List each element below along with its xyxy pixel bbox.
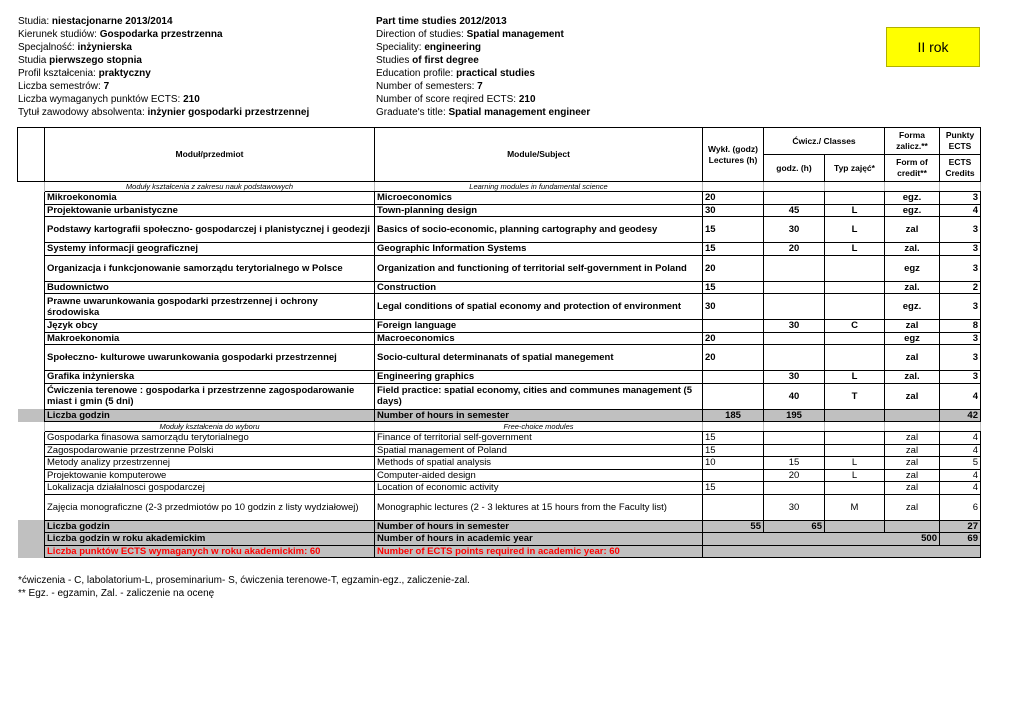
spacer-cell bbox=[18, 533, 45, 546]
subject-pl: Prawne uwarunkowania gospodarki przestrzennej i ochrony środowiska bbox=[45, 294, 375, 320]
ects-points: 4 bbox=[940, 482, 981, 495]
section-label-en: Learning modules in fundamental science bbox=[375, 182, 703, 192]
subject-pl: Metody analizy przestrzennej bbox=[45, 457, 375, 470]
header-en-row bbox=[376, 54, 796, 67]
class-type bbox=[825, 444, 885, 457]
header-en-label: Graduate's title: bbox=[376, 107, 446, 118]
lecture-hours: 15 bbox=[703, 217, 764, 243]
subject-en: Field practice: spatial economy, cities and communes management (5 days) bbox=[375, 383, 703, 409]
table-row bbox=[18, 332, 981, 345]
col-header-module-pl: Moduł/przedmiot bbox=[45, 128, 375, 182]
sum-label-en: Number of hours in semester bbox=[375, 409, 703, 422]
table-row bbox=[18, 294, 981, 320]
lecture-hours bbox=[703, 320, 764, 333]
header-pl-value: inżynier gospodarki przestrzennej bbox=[147, 107, 310, 118]
spacer-cell bbox=[18, 192, 45, 205]
subject-en: Foreign language bbox=[375, 320, 703, 333]
header-pl-value: Gospodarka przestrzenna bbox=[99, 29, 223, 40]
sum-class-hours: 195 bbox=[764, 409, 825, 422]
class-hours: 40 bbox=[764, 383, 825, 409]
credit-form: zal bbox=[885, 345, 940, 371]
sum-row-fundamental bbox=[18, 409, 981, 422]
col-header-type: Typ zajęć* bbox=[825, 155, 885, 182]
sum-year-label-en: Number of hours in academic year bbox=[375, 533, 703, 546]
table-row bbox=[18, 469, 981, 482]
header-en-value: of first degree bbox=[412, 55, 479, 66]
spacer-cell bbox=[18, 432, 45, 445]
spacer-cell bbox=[18, 243, 45, 256]
spacer-cell bbox=[18, 255, 45, 281]
class-type: M bbox=[825, 494, 885, 520]
spacer-cell bbox=[18, 371, 45, 384]
spacer-cell bbox=[18, 128, 45, 182]
class-type bbox=[825, 192, 885, 205]
class-hours bbox=[764, 432, 825, 445]
ects-points: 4 bbox=[940, 444, 981, 457]
class-type bbox=[825, 294, 885, 320]
empty-cell bbox=[885, 409, 940, 422]
spacer-cell bbox=[18, 204, 45, 217]
credit-form: egz bbox=[885, 255, 940, 281]
table-row bbox=[18, 204, 981, 217]
empty-cell bbox=[764, 182, 825, 192]
subject-pl: Zajęcia monograficzne (2-3 przedmiotów po 10 godzin z listy wydziałowej) bbox=[45, 494, 375, 520]
header-pl-label: Kierunek studiów: bbox=[18, 29, 97, 40]
class-hours bbox=[764, 255, 825, 281]
subject-pl: Mikroekonomia bbox=[45, 192, 375, 205]
table-row bbox=[18, 192, 981, 205]
sum-year-label-pl: Liczba godzin w roku akademickim bbox=[45, 533, 375, 546]
class-hours: 45 bbox=[764, 204, 825, 217]
ects-points: 4 bbox=[940, 469, 981, 482]
col-header-form-top: Forma zalicz.** bbox=[885, 128, 940, 155]
sum-row-free bbox=[18, 520, 981, 533]
spacer-cell bbox=[18, 383, 45, 409]
ects-points: 5 bbox=[940, 457, 981, 470]
spacer-cell bbox=[18, 444, 45, 457]
spacer-cell bbox=[18, 332, 45, 345]
section-label-pl: Moduły kształcenia do wyboru bbox=[45, 422, 375, 432]
table-row bbox=[18, 217, 981, 243]
credit-form: egz. bbox=[885, 294, 940, 320]
credit-form: egz bbox=[885, 332, 940, 345]
header-pl-label: Specjalność: bbox=[18, 42, 75, 53]
header-en-row bbox=[376, 15, 796, 28]
spacer-cell bbox=[18, 482, 45, 495]
header-polish bbox=[18, 15, 368, 119]
section-label-pl: Moduły kształcenia z zakresu nauk podstawowych bbox=[45, 182, 375, 192]
header-pl-value: 210 bbox=[183, 94, 200, 105]
subject-pl: Podstawy kartografii społeczno- gospodarczej i planistycznej i geodezji bbox=[45, 217, 375, 243]
spacer-cell bbox=[18, 409, 45, 422]
section-label-en: Free-choice modules bbox=[375, 422, 703, 432]
header-pl-label: Studia bbox=[18, 55, 47, 66]
credit-form: zal bbox=[885, 217, 940, 243]
class-hours: 20 bbox=[764, 243, 825, 256]
empty-cell bbox=[703, 545, 981, 558]
class-type: L bbox=[825, 371, 885, 384]
sum-row-year bbox=[18, 533, 981, 546]
subject-pl: Zagospodarowanie przestrzenne Polski bbox=[45, 444, 375, 457]
class-hours bbox=[764, 192, 825, 205]
header-en-row bbox=[376, 41, 796, 54]
subject-en: Monographic lectures (2 - 3 lektures at 15 hours from the Faculty list) bbox=[375, 494, 703, 520]
subject-pl: Projektowanie komputerowe bbox=[45, 469, 375, 482]
lecture-hours: 15 bbox=[703, 432, 764, 445]
subject-en: Location of economic activity bbox=[375, 482, 703, 495]
empty-cell bbox=[703, 182, 764, 192]
ects-points: 2 bbox=[940, 281, 981, 294]
sum-label-pl: Liczba godzin bbox=[45, 520, 375, 533]
lecture-hours bbox=[703, 494, 764, 520]
class-hours: 30 bbox=[764, 494, 825, 520]
ects-points: 3 bbox=[940, 217, 981, 243]
lecture-hours: 10 bbox=[703, 457, 764, 470]
subject-en: Organization and functioning of territorial self-government in Poland bbox=[375, 255, 703, 281]
header-en-value: Spatial management engineer bbox=[448, 107, 591, 118]
subject-pl: Lokalizacja działalnosci gospodarczej bbox=[45, 482, 375, 495]
header-en-value: Spatial management bbox=[466, 29, 564, 40]
table-row bbox=[18, 243, 981, 256]
empty-cell bbox=[885, 182, 940, 192]
sum-class-hours: 65 bbox=[764, 520, 825, 533]
subject-pl: Język obcy bbox=[45, 320, 375, 333]
col-header-module-en: Module/Subject bbox=[375, 128, 703, 182]
class-type bbox=[825, 281, 885, 294]
lecture-hours bbox=[703, 371, 764, 384]
ects-points: 4 bbox=[940, 383, 981, 409]
class-type: L bbox=[825, 469, 885, 482]
class-type bbox=[825, 332, 885, 345]
empty-cell bbox=[825, 422, 885, 432]
subject-pl: Systemy informacji geograficznej bbox=[45, 243, 375, 256]
subject-en: Construction bbox=[375, 281, 703, 294]
spacer-cell bbox=[18, 281, 45, 294]
header-pl-value: niestacjonarne 2013/2014 bbox=[51, 16, 173, 27]
credit-form: zal. bbox=[885, 243, 940, 256]
spacer-cell bbox=[18, 494, 45, 520]
subject-en: Legal conditions of spatial economy and protection of environment bbox=[375, 294, 703, 320]
class-type bbox=[825, 432, 885, 445]
subject-en: Engineering graphics bbox=[375, 371, 703, 384]
subject-en: Geographic Information Systems bbox=[375, 243, 703, 256]
header-pl-row bbox=[18, 80, 368, 93]
empty-cell bbox=[703, 422, 764, 432]
credit-form: zal. bbox=[885, 281, 940, 294]
section-row bbox=[18, 182, 981, 192]
class-hours bbox=[764, 294, 825, 320]
class-hours bbox=[764, 345, 825, 371]
subject-pl: Ćwiczenia terenowe : gospodarka i przestrzenne zagospodarowanie miast i gmin (5 dni) bbox=[45, 383, 375, 409]
subject-pl: Projektowanie urbanistyczne bbox=[45, 204, 375, 217]
header-pl-row bbox=[18, 15, 368, 28]
header-pl-row bbox=[18, 106, 368, 119]
header-en-row bbox=[376, 93, 796, 106]
class-hours bbox=[764, 444, 825, 457]
header-pl-row bbox=[18, 41, 368, 54]
header-en-row bbox=[376, 67, 796, 80]
header-en-value: 7 bbox=[477, 81, 483, 92]
subject-en: Macroeconomics bbox=[375, 332, 703, 345]
header-en-value: practical studies bbox=[456, 68, 535, 79]
table-row bbox=[18, 482, 981, 495]
col-header-hours: godz. (h) bbox=[764, 155, 825, 182]
subject-pl: Makroekonomia bbox=[45, 332, 375, 345]
ects-points: 3 bbox=[940, 371, 981, 384]
empty-cell bbox=[940, 182, 981, 192]
header-en-label: Studies bbox=[376, 55, 410, 66]
class-type: C bbox=[825, 320, 885, 333]
credit-form: zal bbox=[885, 320, 940, 333]
sum-label-en: Number of hours in semester bbox=[375, 520, 703, 533]
header-pl-value: 7 bbox=[103, 81, 110, 92]
lecture-hours bbox=[703, 469, 764, 482]
sum-label-pl: Liczba godzin bbox=[45, 409, 375, 422]
spacer-cell bbox=[18, 182, 45, 192]
spacer-cell bbox=[18, 457, 45, 470]
subject-pl: Społeczno- kulturowe uwarunkowania gospodarki przestrzennej bbox=[45, 345, 375, 371]
header-pl-row bbox=[18, 93, 368, 106]
spacer-cell bbox=[18, 422, 45, 432]
col-header-ects-bottom: ECTS Credits bbox=[940, 155, 981, 182]
header-pl-row bbox=[18, 28, 368, 41]
ects-points: 3 bbox=[940, 294, 981, 320]
class-type: L bbox=[825, 243, 885, 256]
empty-cell bbox=[764, 422, 825, 432]
empty-cell bbox=[940, 422, 981, 432]
credit-form: egz. bbox=[885, 204, 940, 217]
subject-en: Spatial management of Poland bbox=[375, 444, 703, 457]
sum-ects: 42 bbox=[940, 409, 981, 422]
lecture-hours: 20 bbox=[703, 255, 764, 281]
credit-form: zal bbox=[885, 457, 940, 470]
spacer-cell bbox=[18, 520, 45, 533]
lecture-hours: 30 bbox=[703, 204, 764, 217]
credit-form: zal bbox=[885, 494, 940, 520]
class-hours: 15 bbox=[764, 457, 825, 470]
header-pl-row bbox=[18, 67, 368, 80]
footnote-credit-forms: ** Egz. - egzamin, Zal. - zaliczenie na ocenę bbox=[18, 588, 215, 599]
lecture-hours: 15 bbox=[703, 281, 764, 294]
lecture-hours bbox=[703, 383, 764, 409]
table-row bbox=[18, 444, 981, 457]
class-type: L bbox=[825, 204, 885, 217]
ects-points: 6 bbox=[940, 494, 981, 520]
class-type: T bbox=[825, 383, 885, 409]
header-en-row bbox=[376, 106, 796, 119]
class-type bbox=[825, 345, 885, 371]
ects-required-row bbox=[18, 545, 981, 558]
table-row bbox=[18, 371, 981, 384]
ects-points: 3 bbox=[940, 345, 981, 371]
table-row bbox=[18, 255, 981, 281]
ects-points: 3 bbox=[940, 255, 981, 281]
subject-pl: Budownictwo bbox=[45, 281, 375, 294]
class-hours: 30 bbox=[764, 320, 825, 333]
subject-en: Computer-aided design bbox=[375, 469, 703, 482]
lecture-hours: 20 bbox=[703, 332, 764, 345]
sum-ects: 27 bbox=[940, 520, 981, 533]
class-type bbox=[825, 255, 885, 281]
table-row bbox=[18, 457, 981, 470]
subject-en: Town-planning design bbox=[375, 204, 703, 217]
header-english bbox=[376, 15, 796, 119]
footnote-class-types: *ćwiczenia - C, labolatorium-L, proseminarium- S, ćwiczenia terenowe-T, egzamin-egz., zaliczenie-zal. bbox=[18, 575, 470, 586]
section-row bbox=[18, 422, 981, 432]
year-badge: II rok bbox=[886, 27, 980, 67]
header-pl-value: praktyczny bbox=[98, 68, 151, 79]
class-type bbox=[825, 482, 885, 495]
header-en-label: Number of semesters: bbox=[376, 81, 475, 92]
ects-points: 4 bbox=[940, 204, 981, 217]
subject-pl: Gospodarka finasowa samorządu terytorialnego bbox=[45, 432, 375, 445]
sum-year-ects: 69 bbox=[940, 533, 981, 546]
lecture-hours: 20 bbox=[703, 192, 764, 205]
ects-points: 3 bbox=[940, 332, 981, 345]
credit-form: zal bbox=[885, 383, 940, 409]
class-hours: 20 bbox=[764, 469, 825, 482]
spacer-cell bbox=[18, 294, 45, 320]
header-en-value: engineering bbox=[424, 42, 482, 53]
lecture-hours: 15 bbox=[703, 444, 764, 457]
subject-en: Socio-cultural determinanats of spatial manegement bbox=[375, 345, 703, 371]
table-row bbox=[18, 281, 981, 294]
class-hours bbox=[764, 332, 825, 345]
ects-required-pl: Liczba punktów ECTS wymaganych w roku akademickim: 60 bbox=[45, 545, 375, 558]
lecture-hours: 30 bbox=[703, 294, 764, 320]
header-pl-row bbox=[18, 54, 368, 67]
spacer-cell bbox=[18, 345, 45, 371]
table-row bbox=[18, 494, 981, 520]
header-en-row bbox=[376, 28, 796, 41]
header-en-value: 210 bbox=[518, 94, 536, 105]
credit-form: zal bbox=[885, 444, 940, 457]
subject-pl: Organizacja i funkcjonowanie samorządu terytorialnego w Polsce bbox=[45, 255, 375, 281]
class-type: L bbox=[825, 217, 885, 243]
header-en-row bbox=[376, 80, 796, 93]
footnotes bbox=[18, 574, 470, 600]
header-en-value: Part time studies 2012/2013 bbox=[376, 16, 507, 27]
sum-lecture-hours: 185 bbox=[703, 409, 764, 422]
lecture-hours: 20 bbox=[703, 345, 764, 371]
credit-form: zal bbox=[885, 432, 940, 445]
sum-lecture-hours: 55 bbox=[703, 520, 764, 533]
lecture-hours: 15 bbox=[703, 243, 764, 256]
subject-pl: Grafika inżynierska bbox=[45, 371, 375, 384]
header-pl-label: Profil kształcenia: bbox=[18, 68, 96, 79]
lecture-hours: 15 bbox=[703, 482, 764, 495]
credit-form: zal bbox=[885, 482, 940, 495]
subject-en: Methods of spatial analysis bbox=[375, 457, 703, 470]
curriculum-table bbox=[17, 127, 981, 558]
class-type: L bbox=[825, 457, 885, 470]
empty-cell bbox=[885, 422, 940, 432]
ects-points: 8 bbox=[940, 320, 981, 333]
spacer-cell bbox=[18, 469, 45, 482]
header-pl-value: inżynierska bbox=[77, 42, 132, 53]
empty-cell bbox=[825, 182, 885, 192]
ects-points: 3 bbox=[940, 192, 981, 205]
table-row bbox=[18, 383, 981, 409]
col-header-form-bottom: Form of credit** bbox=[885, 155, 940, 182]
subject-en: Basics of socio-economic, planning cartography and geodesy bbox=[375, 217, 703, 243]
header-en-label: Number of score reqired ECTS: bbox=[376, 94, 517, 105]
spacer-cell bbox=[18, 545, 45, 558]
subject-en: Finance of territorial self-government bbox=[375, 432, 703, 445]
class-hours: 30 bbox=[764, 217, 825, 243]
table-row bbox=[18, 320, 981, 333]
table-row bbox=[18, 345, 981, 371]
class-hours bbox=[764, 281, 825, 294]
sum-year-total: 500 bbox=[703, 533, 940, 546]
header-en-label: Direction of studies: bbox=[376, 29, 464, 40]
ects-required-en: Number of ECTS points required in academic year: 60 bbox=[375, 545, 703, 558]
header-en-label: Education profile: bbox=[376, 68, 454, 79]
empty-cell bbox=[825, 409, 885, 422]
header-pl-label: Studia: bbox=[18, 16, 50, 27]
ects-points: 4 bbox=[940, 432, 981, 445]
header-pl-value: pierwszego stopnia bbox=[49, 55, 142, 66]
empty-cell bbox=[825, 520, 885, 533]
credit-form: egz. bbox=[885, 192, 940, 205]
table-row bbox=[18, 432, 981, 445]
credit-form: zal bbox=[885, 469, 940, 482]
col-header-classes: Ćwicz./ Classes bbox=[764, 128, 885, 155]
spacer-cell bbox=[18, 320, 45, 333]
spacer-cell bbox=[18, 217, 45, 243]
credit-form: zal. bbox=[885, 371, 940, 384]
ects-points: 3 bbox=[940, 243, 981, 256]
class-hours bbox=[764, 482, 825, 495]
subject-en: Microeconomics bbox=[375, 192, 703, 205]
empty-cell bbox=[885, 520, 940, 533]
header-pl-label: Liczba wymaganych punktów ECTS: bbox=[18, 94, 181, 105]
header-pl-label: Liczba semestrów: bbox=[18, 81, 101, 92]
header-en-label: Speciality: bbox=[376, 42, 422, 53]
header-pl-label: Tytuł zawodowy absolwenta: bbox=[18, 107, 145, 118]
class-hours: 30 bbox=[764, 371, 825, 384]
col-header-ects-top: Punkty ECTS bbox=[940, 128, 981, 155]
col-header-lectures: Wykł. (godz) Lectures (h) bbox=[703, 128, 764, 182]
